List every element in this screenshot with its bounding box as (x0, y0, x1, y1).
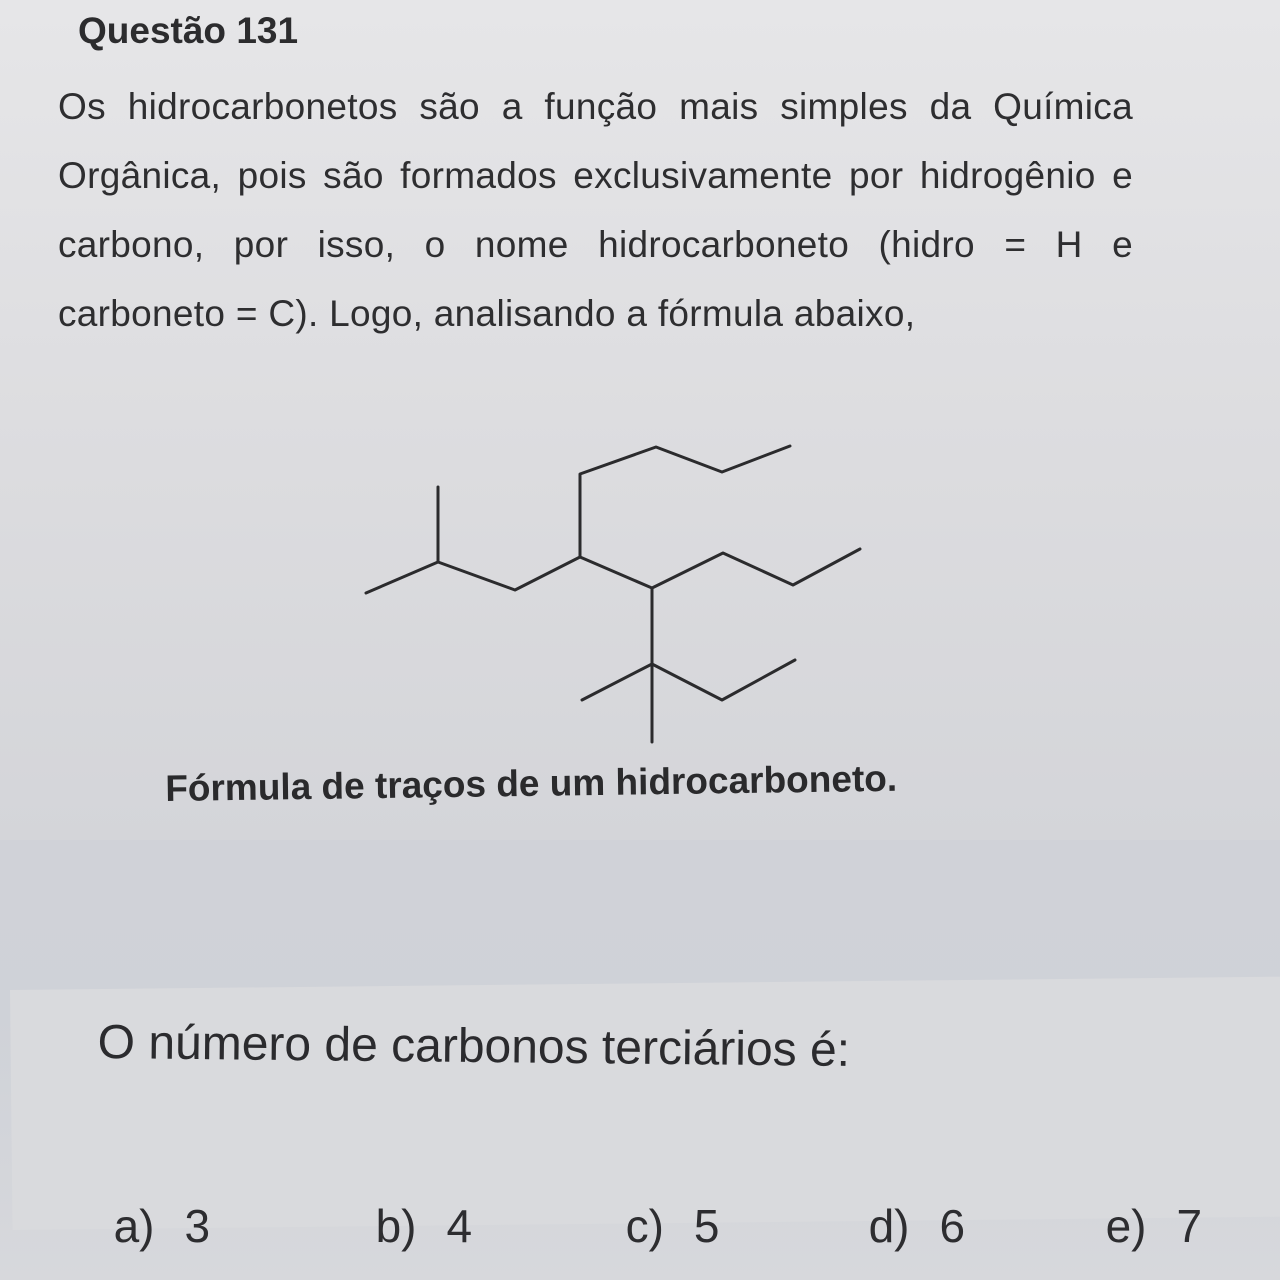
option-letter: b) (375, 1200, 417, 1252)
option-value: 4 (446, 1200, 473, 1252)
option-value: 5 (693, 1200, 720, 1252)
option-letter: e) (1105, 1200, 1147, 1252)
question-statement: Os hidrocarbonetos são a função mais simples da Química Orgânica, pois são formados exclusivamente por hidrogênio e carbono, por isso, o nome hidrocarboneto (hidro = H e carboneto = C). Logo, analisando a fórmula abaixo, (58, 86, 1133, 334)
option-a[interactable] (88, 1145, 210, 1253)
option-d[interactable] (843, 1145, 965, 1253)
option-e[interactable] (1080, 1145, 1202, 1253)
propyl-branch-bond (580, 446, 790, 557)
option-c[interactable] (600, 1145, 719, 1253)
option-letter: c) (625, 1200, 664, 1252)
question-prompt: O número de carbonos terciários é: (97, 1015, 851, 1077)
option-value: 6 (939, 1200, 966, 1252)
question-title: Questão 131 (78, 10, 299, 51)
option-letter: d) (868, 1200, 910, 1252)
option-b[interactable] (350, 1145, 472, 1253)
formula-caption: Fórmula de traços de um hidrocarboneto. (165, 757, 898, 809)
option-letter: a) (113, 1200, 155, 1252)
ethyl-branch-bond (652, 660, 795, 700)
methyl-left-bond (582, 664, 652, 700)
option-value: 3 (184, 1200, 211, 1252)
option-value: 7 (1176, 1200, 1203, 1252)
main-chain-bond (366, 549, 860, 593)
